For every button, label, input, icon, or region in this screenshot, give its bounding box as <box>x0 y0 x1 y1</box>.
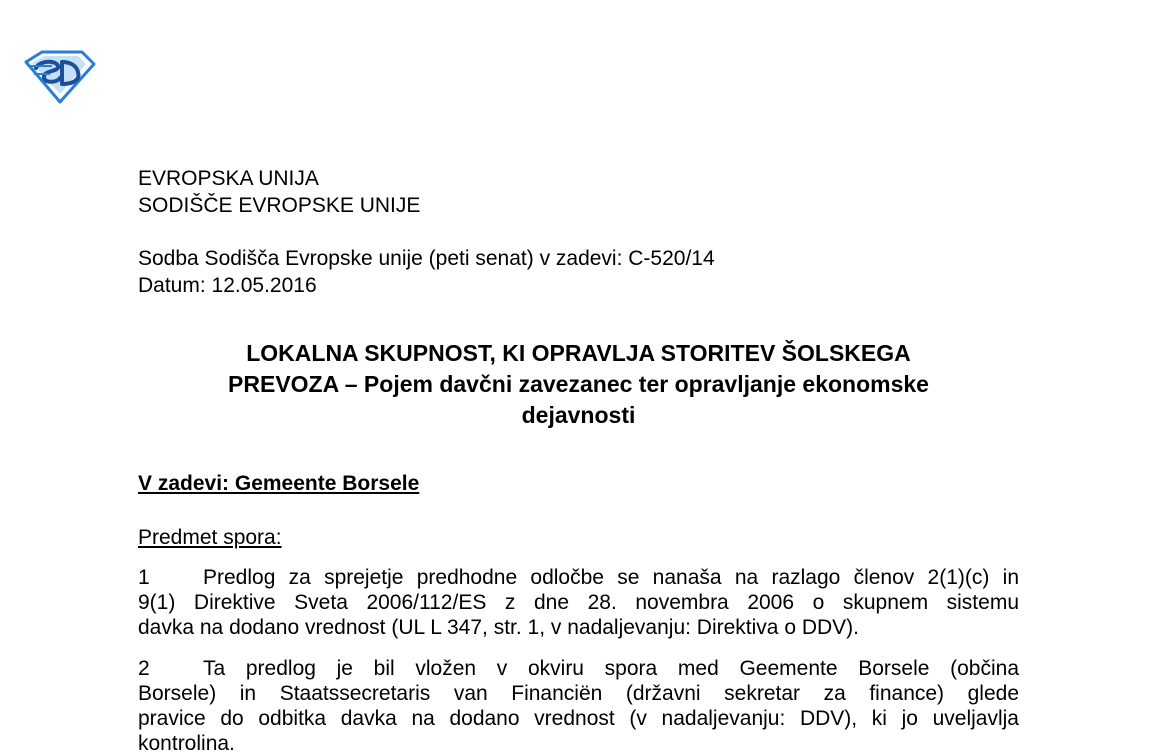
case-date: Datum: 12.05.2016 <box>138 274 317 297</box>
header-line-2: SODIŠČE EVROPSKE UNIJE <box>138 194 421 217</box>
paragraph-1-line-3: davka na dodano vrednost (UL L 347, str. 1, v nadaljevanju: Direktiva o DDV). <box>138 616 860 639</box>
title-line-1: LOKALNA SKUPNOST, KI OPRAVLJA STORITEV ŠOLSKEGA <box>246 340 911 366</box>
subject-heading: Predmet spora: <box>138 526 282 549</box>
paragraph-2-line-3: pravice do odbitka davka na dodano vrednost (v nadaljevanju: DDV), ki jo uveljavlja <box>138 707 1019 730</box>
paragraph-1-line-2: 9(1) Direktive Sveta 2006/112/ES z dne 28. novembra 2006 o skupnem sistemu <box>138 591 1019 614</box>
document-title <box>138 338 1019 431</box>
court-logo-icon <box>22 48 96 104</box>
header-line-1: EVROPSKA UNIJA <box>138 167 319 190</box>
paragraph-2-line-2: Borsele) in Staatssecretaris van Financiën (državni sekretar za finance) glede <box>138 682 1019 705</box>
paragraph-1-line-1: 1 Predlog za sprejetje predhodne odločbe se nanaša na razlago členov 2(1)(c) in <box>138 566 1019 589</box>
paragraph-1 <box>138 565 1019 640</box>
paragraph-2 <box>138 656 1019 756</box>
paragraph-number: 1 <box>138 566 150 589</box>
title-line-3: dejavnosti <box>521 402 636 428</box>
title-line-2: PREVOZA – Pojem davčni zavezanec ter opravljanje ekonomske <box>228 371 929 397</box>
paragraph-2-line-1: 2 Ta predlog je bil vložen v okviru spora med Geemente Borsele (občina <box>138 657 1019 680</box>
paragraph-2-line-4: kontrolina. <box>138 732 235 755</box>
paragraph-number: 2 <box>138 657 150 680</box>
matter-heading: V zadevi: Gemeente Borsele <box>138 472 420 495</box>
case-reference: Sodba Sodišča Evropske unije (peti senat) v zadevi: C-520/14 <box>138 247 715 270</box>
